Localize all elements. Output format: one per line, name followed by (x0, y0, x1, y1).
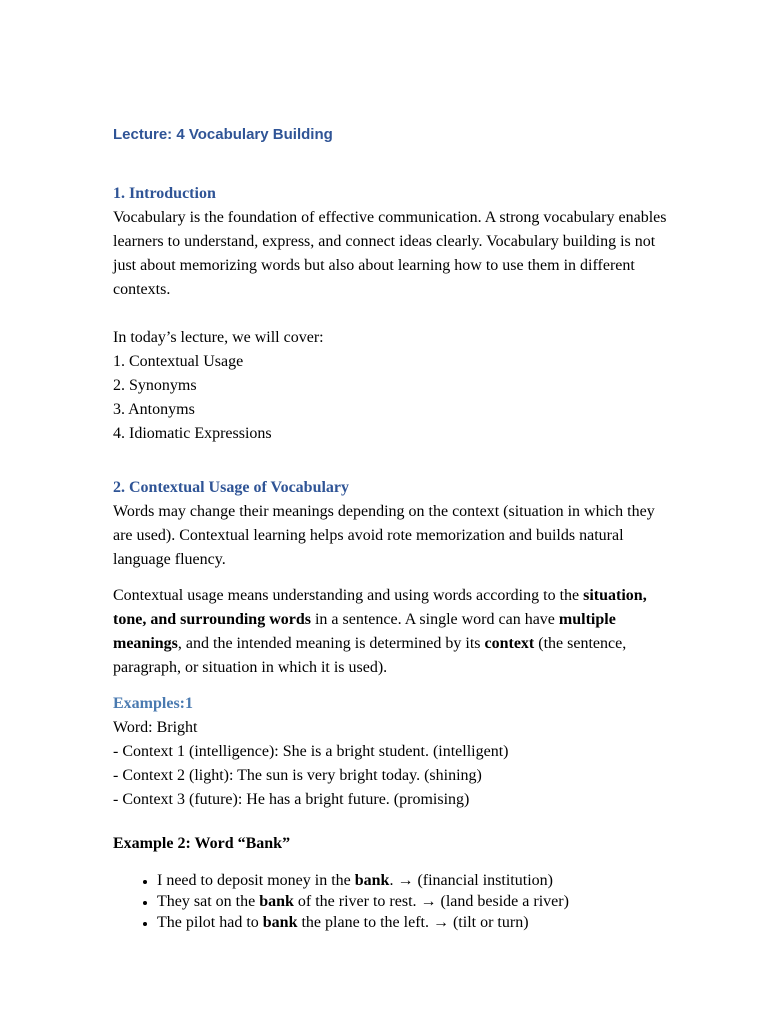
cover-item-synonyms: 2. Synonyms (113, 377, 197, 394)
contextual-paragraph-2 (113, 584, 673, 680)
example-1-line: - Context 2 (light): The sun is very bright today. (shining) (113, 767, 482, 784)
cover-item-idiomatic-expressions: 4. Idiomatic Expressions (113, 425, 272, 442)
examples-1-heading: Examples:1 (113, 695, 193, 712)
p2-text-1: Contextual usage means understanding and using words according to the (113, 587, 584, 604)
example-2-heading-text: Example 2: Word “Bank” (113, 835, 291, 852)
p2-text-3: , and the intended meaning is determined by its (177, 635, 485, 652)
list-item-text: The pilot had to (157, 914, 263, 931)
introduction-paragraph: Vocabulary is the foundation of effective communication. A strong vocabulary enables learners to understand, express, and connect ideas clearly. Vocabulary building is not just about memorizing words but also about learning how to use them in different contexts. (113, 209, 667, 298)
example-1-line: - Context 3 (future): He has a bright future. (promising) (113, 791, 470, 808)
p2-text-4: (the sentence, paragraph, or situation in which it is used). (113, 635, 627, 676)
list-item-text: of the river to rest. → (land beside a river) (293, 893, 569, 910)
list-item-text: the plane to the left. → (tilt or turn) (297, 914, 529, 931)
list-item-bold: bank (262, 914, 298, 931)
example-2-list (113, 870, 673, 933)
list-item (157, 891, 673, 912)
list-item (157, 870, 673, 891)
list-item-text: I need to deposit money in the (157, 872, 355, 889)
p2-bold-3: context (484, 635, 535, 652)
p2-bold-1: situation, tone, and surrounding words (113, 587, 647, 628)
list-item-bold: bank (354, 872, 390, 889)
section-heading-introduction: 1. Introduction (113, 185, 216, 202)
section-heading-contextual-usage: 2. Contextual Usage of Vocabulary (113, 479, 350, 496)
p2-text-2: in a sentence. A single word can have (310, 611, 559, 628)
document-body (113, 124, 673, 933)
lecture-title: Lecture: 4 Vocabulary Building (113, 126, 333, 143)
cover-item-contextual-usage: 1. Contextual Usage (113, 353, 244, 370)
list-item-text: . → (financial institution) (389, 872, 553, 889)
cover-intro: In today’s lecture, we will cover: (113, 329, 324, 346)
example-1-line: Word: Bright (113, 719, 198, 736)
contextual-paragraph-1: Words may change their meanings depending on the context (situation in which they are used). Contextual learning helps avoid rote memorization and builds natural language fluency. (113, 503, 655, 568)
cover-item-antonyms: 3. Antonyms (113, 401, 195, 418)
example-1-line: - Context 1 (intelligence): She is a bright student. (intelligent) (113, 743, 509, 760)
p2-bold-2: multiple meanings (113, 611, 616, 652)
list-item (157, 912, 673, 933)
example-2-heading (113, 832, 673, 856)
cover-list (113, 350, 673, 446)
list-item-bold: bank (259, 893, 294, 910)
list-item-text: They sat on the (157, 893, 260, 910)
